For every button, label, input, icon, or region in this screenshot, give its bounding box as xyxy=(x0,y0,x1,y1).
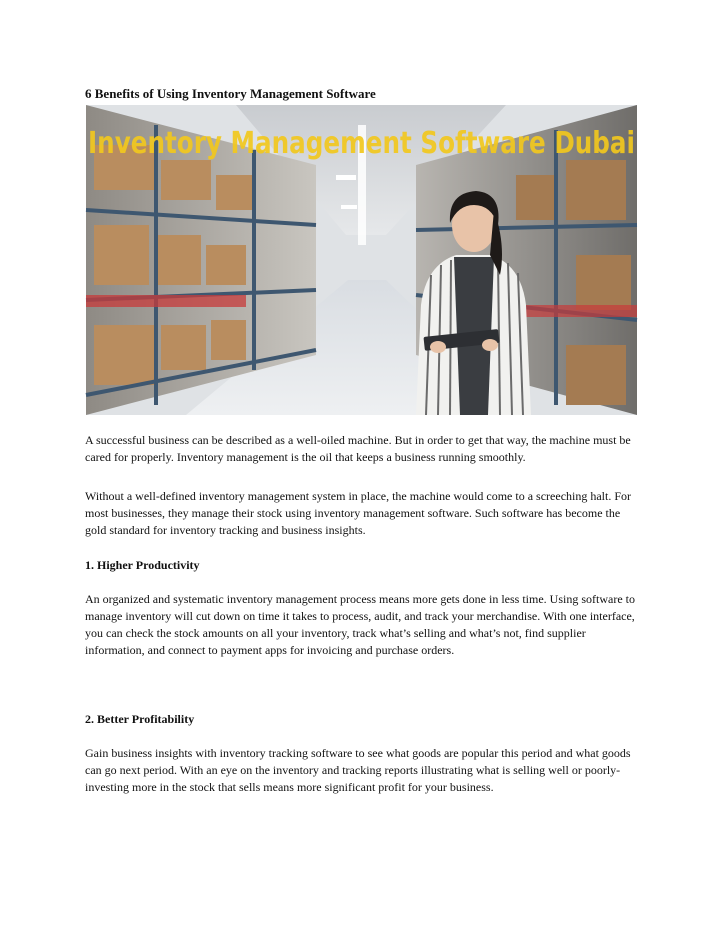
hero-image xyxy=(86,105,637,415)
hero-overlay-text: Inventory Management Software Dubai xyxy=(88,126,635,161)
intro-paragraph-1: A successful business can be described as a well-oiled machine. But in order to get that way, the machine must be cared for properly. Inventory management is the oil that keeps a business running smoothly. xyxy=(85,433,631,464)
section-heading-profitability: 2. Better Profitability xyxy=(85,712,195,726)
section-heading-productivity: 1. Higher Productivity xyxy=(85,558,200,572)
section-body-profitability: Gain business insights with inventory tracking software to see what goods are popular this period and what goods can go next period. With an eye on the inventory and tracking reports illustrating what is selling well or poorly- investing more in the stock that sells means more significant profit for your business. xyxy=(85,746,631,794)
section-body-productivity: An organized and systematic inventory management process means more gets done in less time. Using software to manage inventory will cut down on time it takes to process, audit, and track your merchandise. With one interface, you can check the stock amounts on all your inventory, track what’s selling and what’s not, find supplier information, and connect to payment apps for invoicing and purchase orders. xyxy=(85,592,635,657)
page-title: 6 Benefits of Using Inventory Management Software xyxy=(85,86,376,101)
intro-paragraph-2: Without a well-defined inventory management system in place, the machine would come to a screeching halt. For most businesses, they manage their stock using inventory management software. Such software has become the gold standard for inventory tracking and business insights. xyxy=(85,489,632,537)
